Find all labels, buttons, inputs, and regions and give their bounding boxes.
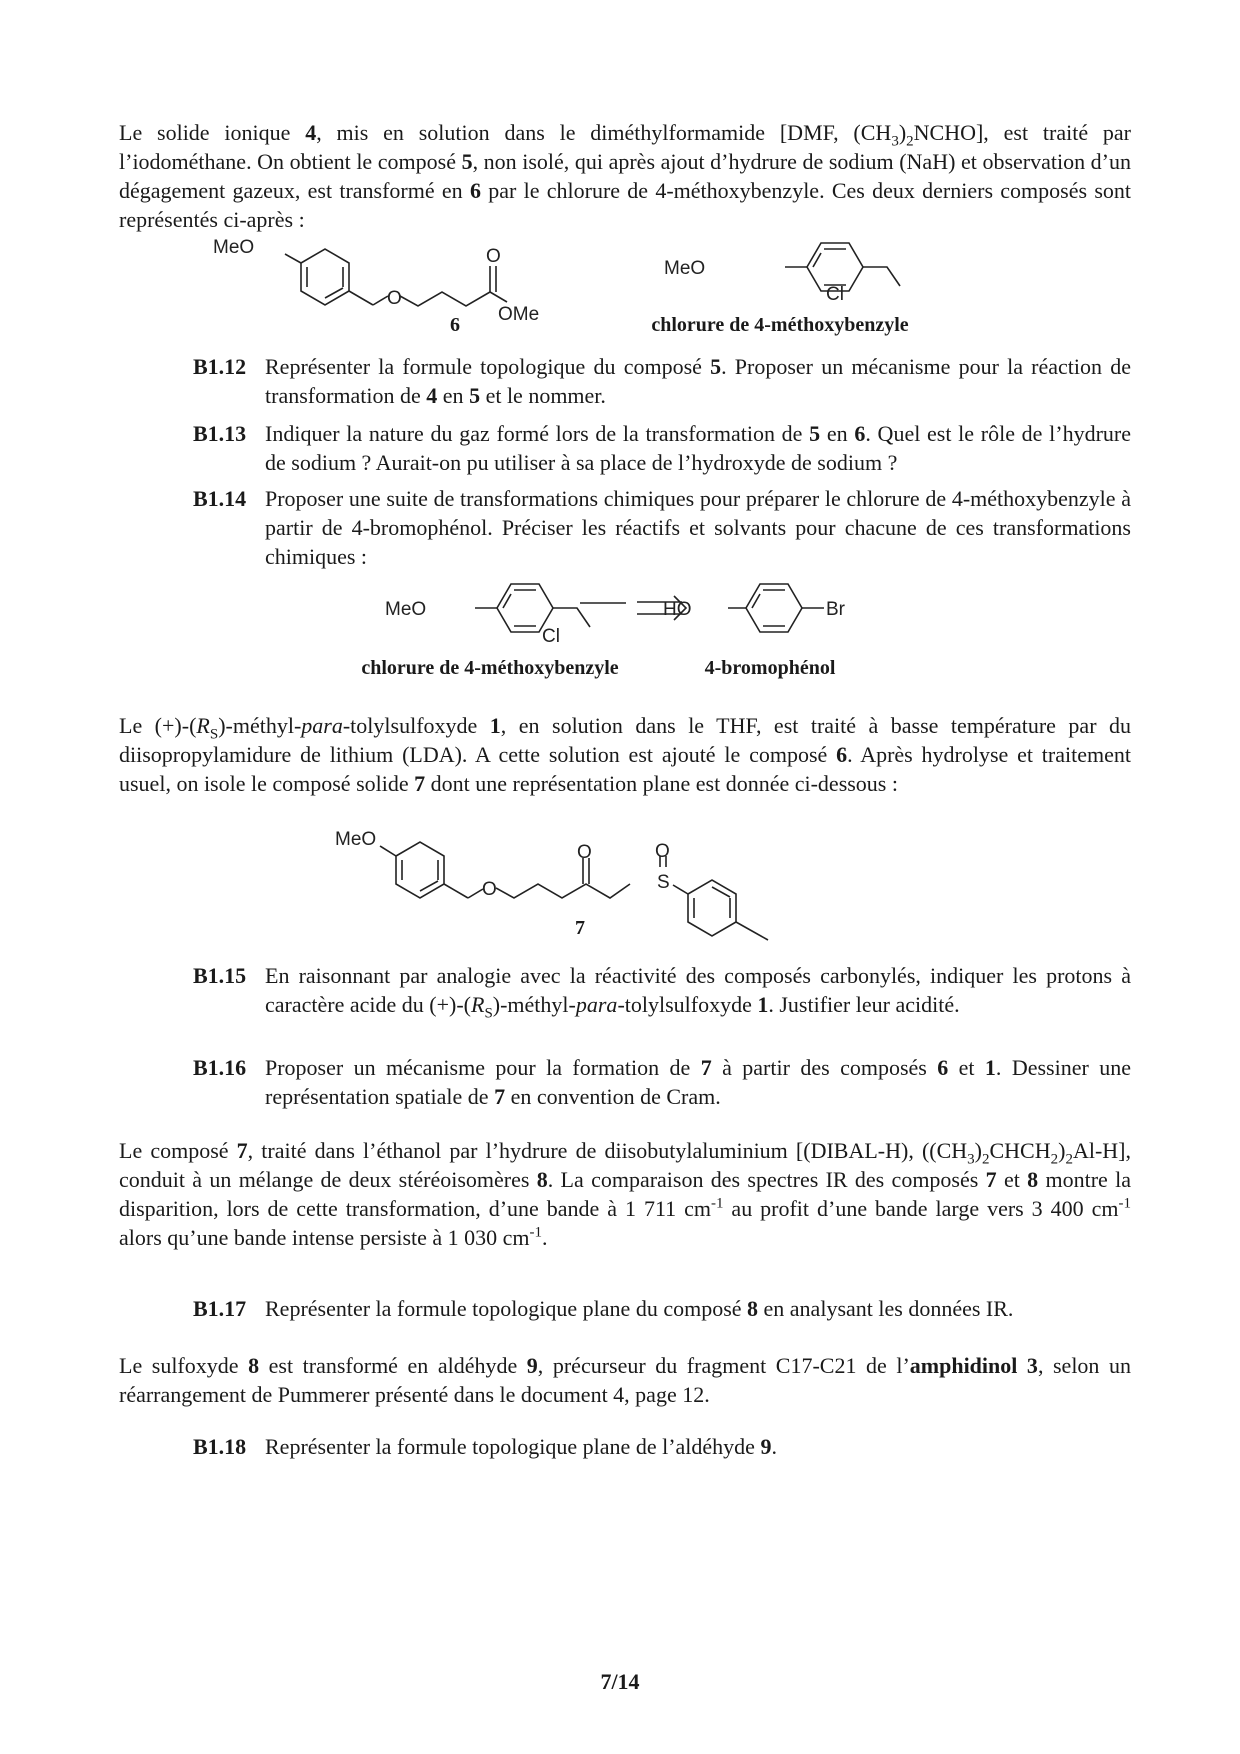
carbonyl-o-label: O bbox=[577, 842, 592, 863]
question-b1-13: B1.13 Indiquer la nature du gaz formé lors de la transformation de 5 en 6. Quel est le rôle de l’hydrure de sodium ? Aurait-on pu utiliser à sa place de l’hydroxyde de sodium ? bbox=[193, 421, 1132, 475]
paragraph-sulfoxide: Le $(+)-(R_S)-méthyl-para$-tolylsulfoxyde 1, en solution dans le THF, est traité à basse température par du diisopropylamidure de lithium (LDA). A cette solution est ajouté le composé 6. Après hydrolyse et traitement usuel, on isole le composé solide 7 dont une représentation plane est donnée ci-dessous : bbox=[119, 713, 1131, 796]
label-retro-left: chlorure de 4-méthoxybenzyle bbox=[361, 657, 619, 679]
sulfinyl-o-label: O bbox=[655, 841, 670, 862]
meo-label: MeO bbox=[335, 829, 377, 850]
structure-compound-7 bbox=[335, 828, 870, 948]
ether-o-label: O bbox=[387, 288, 402, 309]
paragraph-dibal: Le composé 7, traité dans l’éthanol par l’hydrure de diisobutylaluminium [(DIBAL-H), $((CH_3)_2CHCH_2)_2Al-H$], conduit à un mélange de deux stéréoisomères 8. La comparaison des spectres IR des composés 7 et 8 montre la disparition, lors de cette transformation, d’une bande à 1 711 $cm^{-1}$ au profit d’une bande large vers 3 400 $cm^{-1}$ alors qu’une bande intense persiste à 1 030 $cm^{-1}$. bbox=[119, 1138, 1131, 1250]
paragraph-pummerer: Le sulfoxyde 8 est transformé en aldéhyde 9, précurseur du fragment C17-C21 de l’amphidinol 3, selon un réarrangement de Pummerer présenté dans le document 4, page 12. bbox=[119, 1353, 1131, 1407]
ome-label: OMe bbox=[498, 304, 540, 325]
paragraph-intro: Le solide ionique 4, mis en solution dans le diméthylformamide [DMF, $(CH_3)_2NCHO$], est traité par l’iodométhane. On obtient le composé 5, non isolé, qui après ajout d’hydrure de sodium (NaH) et observation d’un dégagement gazeux, est transformé en 6 par le chlorure de 4-méthoxybenzyle. Ces deux derniers composés sont représentés ci-après : bbox=[119, 120, 1132, 232]
question-b1-17: B1.17 Représenter la formule topologique plane du composé 8 en analysant les données IR. bbox=[193, 1296, 1014, 1321]
page-number: 7/14 bbox=[600, 1669, 640, 1694]
structure-compound-6 bbox=[213, 237, 620, 340]
ether-o-label: O bbox=[482, 879, 497, 900]
ho-label: HO bbox=[663, 599, 692, 620]
question-b1-14: B1.14 Proposer une suite de transformations chimiques pour préparer le chlorure de 4-méthoxybenzyle à partir de 4-bromophénol. Préciser les réactifs et solvants pour chacune de ces transformations chimiques : bbox=[193, 486, 1131, 569]
br-label: Br bbox=[826, 599, 845, 620]
question-b1-15: B1.15 En raisonnant par analogie avec la réactivité des composés carbonylés, indiquer les protons à caractère acide du $(+)-(R_S)-méthyl-para$-tolylsulfoxyde 1. Justifier leur acidité. bbox=[193, 963, 1131, 1022]
structure-retrosynthesis bbox=[385, 580, 950, 660]
label-compound-7: 7 bbox=[575, 917, 585, 939]
label-methoxybenzyl-chloride: chlorure de 4-méthoxybenzyle bbox=[651, 314, 909, 336]
carbonyl-o-label: O bbox=[486, 246, 501, 267]
label-retro-right: 4-bromophénol bbox=[704, 657, 836, 679]
meo-label: MeO bbox=[385, 599, 427, 620]
question-b1-16: B1.16 Proposer un mécanisme pour la formation de 7 à partir des composés 6 et 1. Dessiner une représentation spatiale de 7 en convention de Cram. bbox=[193, 1055, 1131, 1109]
cl-label: Cl bbox=[542, 626, 560, 647]
question-b1-18: B1.18 Représenter la formule topologique plane de l’aldéhyde 9. bbox=[193, 1434, 777, 1459]
cl-label: Cl bbox=[826, 284, 844, 305]
meo-label: MeO bbox=[213, 237, 255, 258]
label-compound-6: 6 bbox=[450, 314, 460, 336]
meo-label: MeO bbox=[664, 258, 706, 279]
s-label: S bbox=[657, 872, 670, 893]
question-b1-12: B1.12 Représenter la formule topologique du composé 5. Proposer un mécanisme pour la réaction de transformation de 4 en 5 et le nommer. bbox=[193, 354, 1131, 408]
